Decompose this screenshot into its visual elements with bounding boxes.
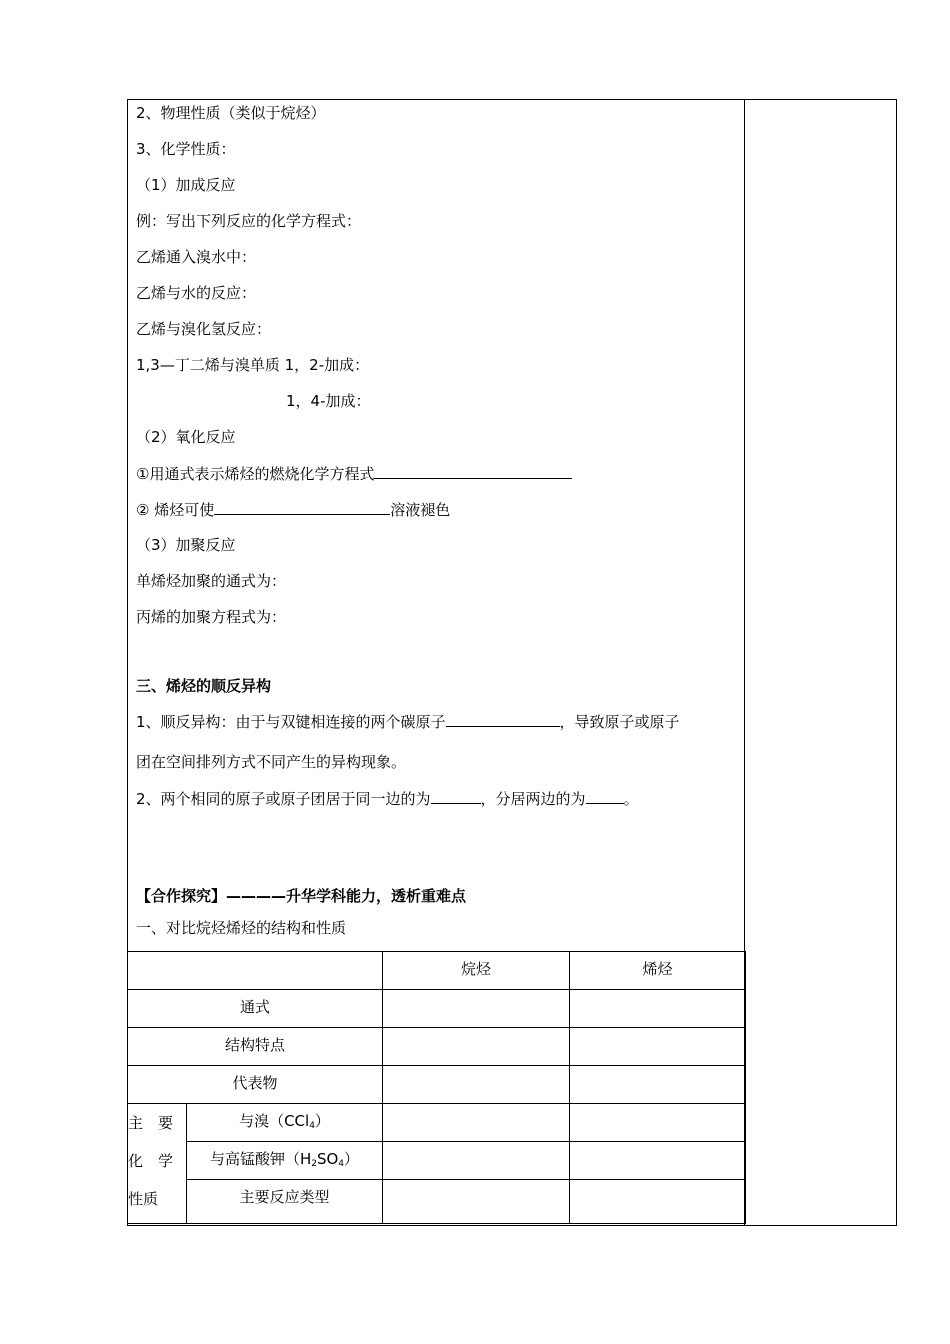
coop-heading <box>136 887 466 905</box>
coop-title: 【合作探究】 <box>136 887 227 905</box>
table-cell <box>570 1028 746 1066</box>
text-line: 2、物理性质（类似于烷烃） <box>136 104 326 122</box>
row-label: 结构特点 <box>128 1028 383 1066</box>
text-line: 乙烯与水的反应： <box>136 284 257 302</box>
line-text: ，分居两边的为 <box>480 790 586 808</box>
text-line: 单烯烃加聚的通式为： <box>136 572 287 590</box>
line-text: 2、两个相同的原子或原子团居于同一边的为 <box>136 790 431 808</box>
table-row <box>128 1104 746 1142</box>
row-label-text: 与高锰酸钾（H <box>209 1150 312 1168</box>
table-row <box>128 952 746 990</box>
row-label: 通式 <box>128 990 383 1028</box>
text-line: 乙烯与溴化氢反应： <box>136 320 272 338</box>
row-label-text: 与溴（CCl <box>239 1112 310 1130</box>
text-line <box>136 789 639 808</box>
answer-blank <box>586 789 624 804</box>
header-alkane: 烷烃 <box>383 952 570 990</box>
table-row <box>128 1142 746 1180</box>
table-cell <box>383 1104 570 1142</box>
line-text: 。 <box>623 790 639 808</box>
table-row <box>128 1180 746 1224</box>
table-cell <box>383 1028 570 1066</box>
table-cell <box>570 1180 746 1224</box>
table-cell <box>128 952 383 990</box>
row-label-text: ） <box>314 1112 330 1130</box>
text-line: 丙烯的加聚方程式为： <box>136 608 287 626</box>
subscript: 4 <box>309 1121 315 1131</box>
text-line: 1，4-加成： <box>286 392 371 410</box>
text-line: （3）加聚反应 <box>136 536 236 554</box>
coop-subtitle: ————升华学科能力，透析重难点 <box>226 887 467 905</box>
table-cell <box>570 1104 746 1142</box>
row-label-text: ） <box>344 1150 360 1168</box>
table-cell <box>570 1066 746 1104</box>
row-label: 主要反应类型 <box>187 1180 383 1224</box>
line-text: ，导致原子或原子 <box>559 713 680 731</box>
row-label <box>187 1142 383 1180</box>
table-cell <box>383 1066 570 1104</box>
row-label: 代表物 <box>128 1066 383 1104</box>
text-line: 例：写出下列反应的化学方程式： <box>136 212 362 230</box>
table-cell <box>383 1180 570 1224</box>
section-heading: 三、烯烃的顺反异构 <box>136 677 272 695</box>
table-cell <box>383 1142 570 1180</box>
table-cell <box>383 990 570 1028</box>
row-label <box>187 1104 383 1142</box>
side-label <box>128 1104 187 1224</box>
side-label-line: 性质 <box>128 1190 159 1208</box>
text-line: 团在空间排列方式不同产生的异构现象。 <box>136 753 407 771</box>
comparison-table <box>127 951 746 1224</box>
answer-blank <box>214 500 390 515</box>
text-line: 1,3—丁二烯与溴单质 1，2-加成： <box>136 356 370 374</box>
text-line <box>136 464 572 483</box>
table-cell <box>570 990 746 1028</box>
text-line: （1）加成反应 <box>136 176 236 194</box>
header-alkene: 烯烃 <box>570 952 746 990</box>
line-text: ② 烯烃可使 <box>136 501 215 519</box>
table-cell <box>570 1142 746 1180</box>
side-label-line: 主 要 <box>128 1114 174 1132</box>
table-row <box>128 1028 746 1066</box>
table-row <box>128 990 746 1028</box>
line-text: 溶液褪色 <box>390 501 451 519</box>
row-label-text: SO <box>316 1150 339 1168</box>
subscript: 2 <box>311 1159 317 1169</box>
text-line <box>136 712 680 731</box>
text-line: 3、化学性质： <box>136 140 236 158</box>
line-text: 1、顺反异构：由于与双键相连接的两个碳原子 <box>136 713 446 731</box>
answer-blank <box>446 712 560 727</box>
answer-blank <box>374 464 572 479</box>
subscript: 4 <box>338 1159 345 1169</box>
text-line: 一、对比烷烃烯烃的结构和性质 <box>136 919 347 937</box>
text-line: 乙烯通入溴水中： <box>136 248 257 266</box>
table-row <box>128 1066 746 1104</box>
text-line <box>136 500 450 519</box>
answer-blank <box>431 789 481 804</box>
line-text: ①用通式表示烯烃的燃烧化学方程式 <box>136 465 375 483</box>
text-line: （2）氧化反应 <box>136 428 236 446</box>
side-label-line: 化 学 <box>128 1152 174 1170</box>
